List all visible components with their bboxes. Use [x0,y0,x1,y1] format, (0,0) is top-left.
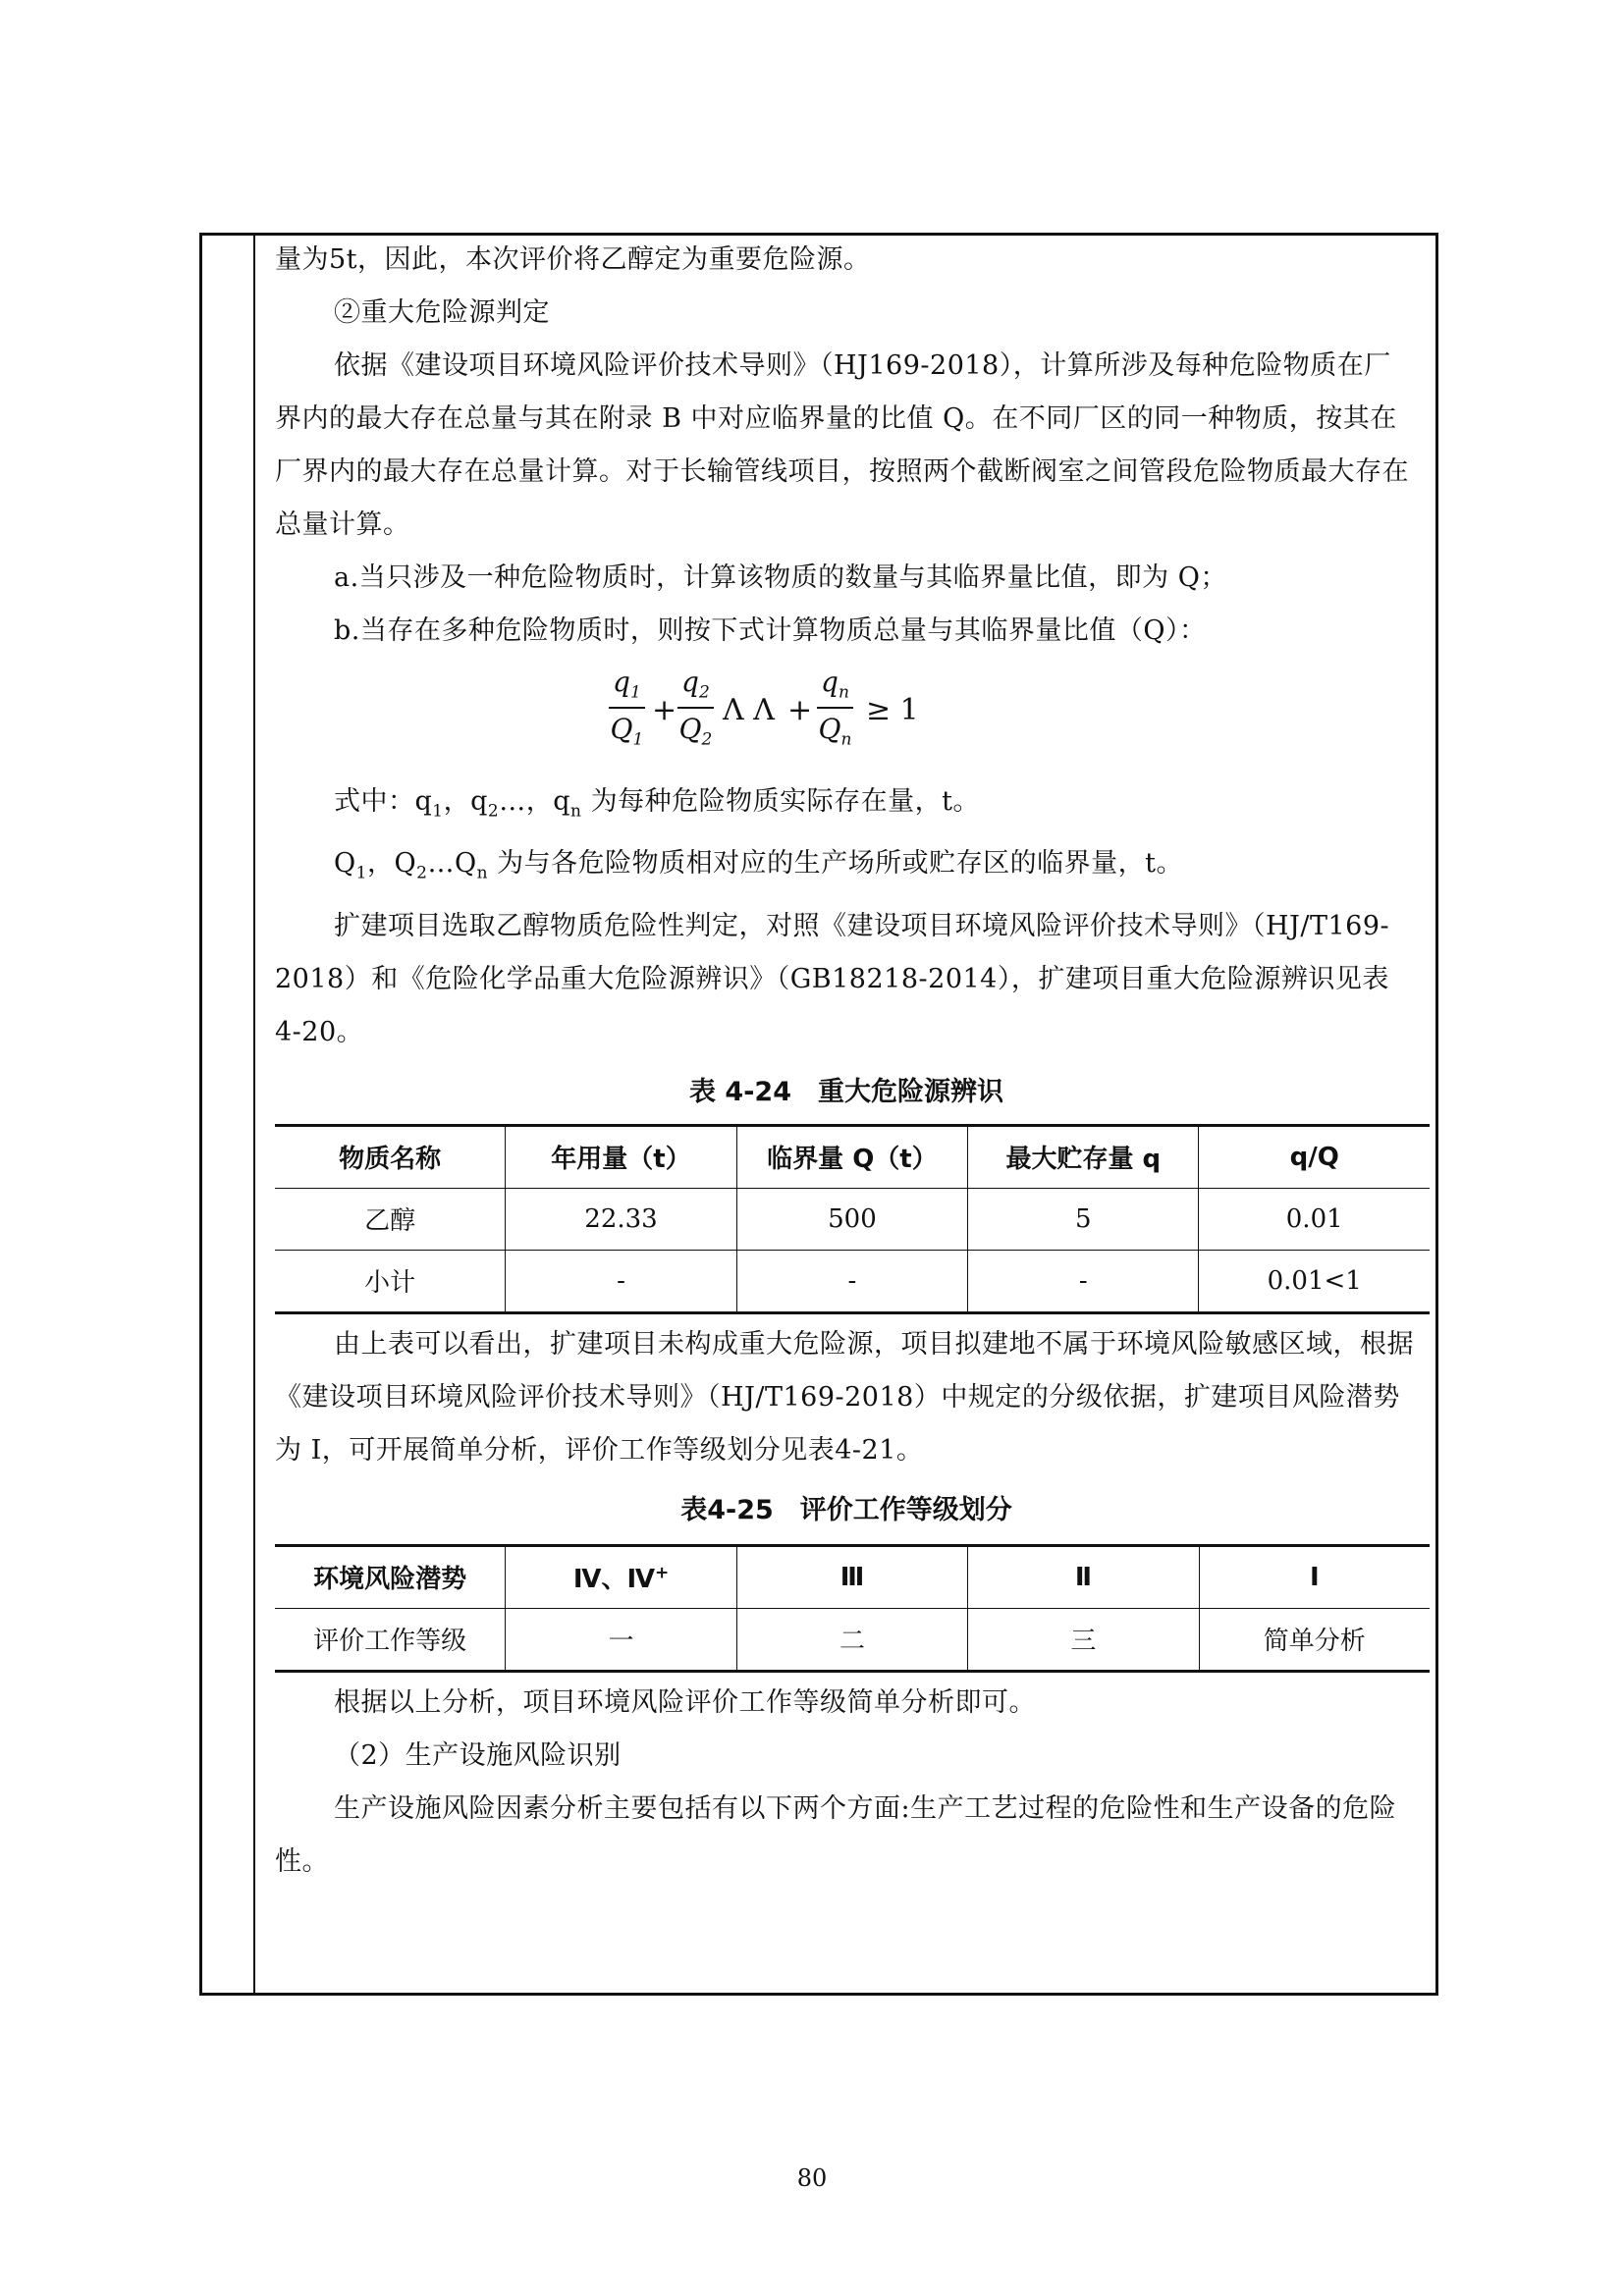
header-cell: 年用量（t） [506,1125,736,1188]
header-cell: Ⅰ [1199,1545,1430,1608]
paragraph-1: 量为5t，因此，本次评价将乙醇定为重要危险源。 [275,244,871,275]
content-frame [199,233,1438,1996]
q-ratio-formula [609,658,1418,775]
table-cell: 简单分析 [1199,1608,1430,1671]
table-cell: - [968,1250,1199,1312]
table-cell: 一 [506,1608,736,1671]
header-cell: 物质名称 [275,1125,506,1188]
paragraph-conclusion: 由上表可以看出，扩建项目未构成重大危险源，项目拟建地不属于环境风险敏感区域，根据《建设项目环境风险评价技术导则》（HJ/T169-2018）中规定的分级依据，扩建项目风险潜势为 I，可开展简单分析，评价工作等级划分见表4-21。 [275,1328,1414,1466]
header-cell: 环境风险潜势 [275,1545,506,1608]
plus-sign-1: + [652,693,677,727]
paragraph-where-q: 式中：$q_1$，$q_2\dots$，$q_n$ 为每种危险物质实际存在量，t。 [334,786,980,822]
table-cell: 乙醇 [275,1188,506,1250]
paragraph-basis: 依据《建设项目环境风险评价技术导则》（HJ169-2018），计算所涉及每种危险物质在厂界内的最大存在总量与其在附录 B 中对应临界量的比值 Q。在不同厂区的同一种物质，按其在厂界内的最大存在总量计算。对于长输管线项目，按照两个截断阀室之间管段危险物质最大存在总量计算。 [275,350,1409,540]
table-cell: 小计 [275,1250,506,1312]
evaluation-level-table [275,1544,1430,1673]
table1-caption: 表 4-24 重大危险源辨识 [689,1076,1003,1107]
paragraph-case-b: b.当存在多种危险物质时，则按下式计算物质总量与其临界量比值（Q）： [334,615,1207,646]
table-cell: 二 [736,1608,967,1671]
table-header-row [275,1545,1430,1608]
fraction-1: $\frac{q_1}{Q_1}$ [610,666,644,750]
ellipsis-lambda: Λ Λ [723,693,775,727]
table-cell: 5 [968,1188,1199,1250]
header-cell: Ⅳ、Ⅳ+ [506,1545,736,1608]
header-cell: Ⅱ [968,1545,1199,1608]
table-header-row [275,1125,1430,1188]
paragraph-heading-major-hazard: ②重大危险源判定 [334,297,550,328]
paragraph-where-Q: $Q_1$，$Q_2\dots Q_n$ 为与各危险物质相对应的生产场所或贮存区的临界量，t。 [334,848,1183,883]
table2-caption: 表4-25 评价工作等级划分 [680,1494,1012,1525]
content-body [275,236,1418,1889]
plus-sign-2: + [787,693,813,727]
header-cell: 临界量 Q（t） [736,1125,967,1188]
table-cell: - [506,1250,736,1312]
geq-one: ≥ 1 [866,693,919,727]
table-cell: 评价工作等级 [275,1608,506,1671]
paragraph-facility-risk: 生产设施风险因素分析主要包括有以下两个方面:生产工艺过程的危险性和生产设备的危险性。 [275,1792,1397,1877]
paragraph-ethanol-judgement: 扩建项目选取乙醇物质危险性判定，对照《建设项目环境风险评价技术导则》（HJ/T169-2018）和《危险化学品重大危险源辨识》（GB18218-2014），扩建项目重大危险源辨识见表 4-20。 [275,910,1390,1047]
table-row [275,1188,1430,1250]
table-cell: 三 [968,1608,1199,1671]
table-cell: 0.01 [1199,1188,1430,1250]
table-row [275,1250,1430,1312]
header-cell: 最大贮存量 q [968,1125,1199,1188]
paragraph-heading-facility-risk: （2）生产设施风险识别 [334,1739,622,1771]
header-cell: q/Q [1199,1125,1430,1188]
header-cell: Ⅲ [736,1545,967,1608]
fraction-2: $\frac{q_2}{Q_2}$ [678,666,713,750]
page-number: 80 [796,2164,828,2192]
paragraph-case-a: a.当只涉及一种危险物质时，计算该物质的数量与其临界量比值，即为 Q； [334,562,1227,593]
table-cell: 22.33 [506,1188,736,1250]
table-row [275,1608,1430,1671]
table-cell: - [736,1250,967,1312]
table-cell: 500 [736,1188,967,1250]
major-hazard-table [275,1124,1430,1314]
table-cell: 0.01<1 [1199,1250,1430,1312]
paragraph-analysis-result: 根据以上分析，项目环境风险评价工作等级简单分析即可。 [334,1686,1036,1718]
fraction-n: $\frac{q_n}{Q_n}$ [818,666,852,750]
frame-left-column-divider [253,236,255,1993]
